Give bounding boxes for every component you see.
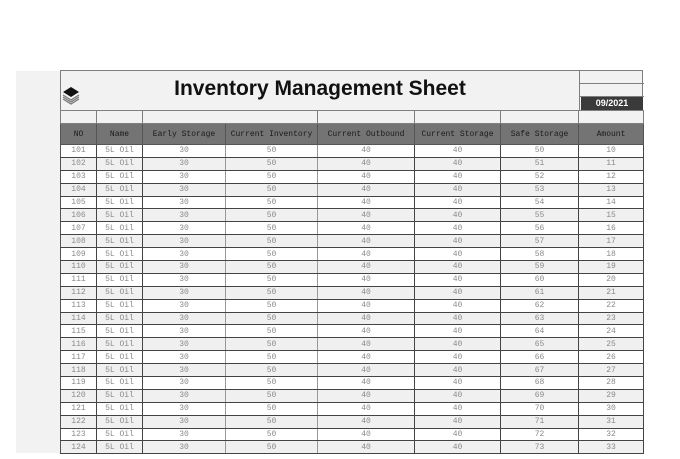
cell-amount[interactable]: 14: [579, 196, 644, 209]
cell-early-storage[interactable]: 30: [143, 299, 226, 312]
cell-current-inventory[interactable]: 50: [226, 338, 318, 351]
cell-no[interactable]: 123: [61, 428, 97, 441]
cell-amount[interactable]: 13: [579, 183, 644, 196]
cell-current-inventory[interactable]: 50: [226, 415, 318, 428]
cell-amount[interactable]: 33: [579, 441, 644, 454]
spacer-cell[interactable]: [61, 111, 97, 124]
cell-amount[interactable]: 18: [579, 248, 644, 261]
cell-current-inventory[interactable]: 50: [226, 441, 318, 454]
cell-current-inventory[interactable]: 50: [226, 377, 318, 390]
cell-current-storage[interactable]: 40: [415, 248, 501, 261]
cell-early-storage[interactable]: 30: [143, 351, 226, 364]
cell-name[interactable]: 5L Oil: [97, 389, 143, 402]
cell-amount[interactable]: 10: [579, 145, 644, 158]
cell-current-inventory[interactable]: 50: [226, 261, 318, 274]
cell-name[interactable]: 5L Oil: [97, 286, 143, 299]
table-row: [61, 183, 644, 196]
cell-current-storage[interactable]: 40: [415, 389, 501, 402]
cell-current-inventory[interactable]: 50: [226, 157, 318, 170]
column-header-no[interactable]: NO: [61, 124, 97, 145]
cell-safe-storage[interactable]: 69: [501, 389, 579, 402]
cell-current-storage[interactable]: 40: [415, 196, 501, 209]
cell-current-outbound[interactable]: 40: [318, 261, 415, 274]
cell-amount[interactable]: 23: [579, 312, 644, 325]
spacer-cell[interactable]: [415, 111, 501, 124]
table-row: [61, 248, 644, 261]
table-row: [61, 428, 644, 441]
cell-safe-storage[interactable]: 53: [501, 183, 579, 196]
cell-early-storage[interactable]: 30: [143, 183, 226, 196]
cell-safe-storage[interactable]: 52: [501, 170, 579, 183]
cell-no[interactable]: 118: [61, 364, 97, 377]
cell-current-outbound[interactable]: 40: [318, 273, 415, 286]
table-row: [61, 157, 644, 170]
cell-name[interactable]: 5L Oil: [97, 222, 143, 235]
cell-current-storage[interactable]: 40: [415, 170, 501, 183]
date-badge[interactable]: 09/2021: [581, 97, 643, 110]
cell-no[interactable]: 107: [61, 222, 97, 235]
cell-no[interactable]: 112: [61, 286, 97, 299]
cell-early-storage[interactable]: 30: [143, 325, 226, 338]
cell-name[interactable]: 5L Oil: [97, 170, 143, 183]
cell-amount[interactable]: 32: [579, 428, 644, 441]
cell-current-storage[interactable]: 40: [415, 377, 501, 390]
cell-current-outbound[interactable]: 40: [318, 157, 415, 170]
cell-no[interactable]: 120: [61, 389, 97, 402]
cell-current-inventory[interactable]: 50: [226, 222, 318, 235]
cell-name[interactable]: 5L Oil: [97, 415, 143, 428]
cell-current-inventory[interactable]: 50: [226, 183, 318, 196]
cell-early-storage[interactable]: 30: [143, 196, 226, 209]
cell-name[interactable]: 5L Oil: [97, 248, 143, 261]
cell-safe-storage[interactable]: 67: [501, 364, 579, 377]
table-row: [61, 235, 644, 248]
cell-no[interactable]: 105: [61, 196, 97, 209]
cell-current-outbound[interactable]: 40: [318, 428, 415, 441]
cell-early-storage[interactable]: 30: [143, 389, 226, 402]
cell-current-outbound[interactable]: 40: [318, 196, 415, 209]
cell-current-inventory[interactable]: 50: [226, 364, 318, 377]
cell-amount[interactable]: 29: [579, 389, 644, 402]
cell-current-inventory[interactable]: 50: [226, 196, 318, 209]
cell-no[interactable]: 111: [61, 273, 97, 286]
cell-name[interactable]: 5L Oil: [97, 364, 143, 377]
cell-name[interactable]: 5L Oil: [97, 325, 143, 338]
cell-amount[interactable]: 16: [579, 222, 644, 235]
spacer-cell[interactable]: [143, 111, 318, 124]
cell-current-inventory[interactable]: 50: [226, 248, 318, 261]
cell-current-storage[interactable]: 40: [415, 312, 501, 325]
cell-current-outbound[interactable]: 40: [318, 222, 415, 235]
table-row: [61, 196, 644, 209]
cell-no[interactable]: 122: [61, 415, 97, 428]
column-header-name[interactable]: Name: [97, 124, 143, 145]
cell-name[interactable]: 5L Oil: [97, 312, 143, 325]
cell-current-inventory[interactable]: 50: [226, 402, 318, 415]
table-row: [61, 441, 644, 454]
cell-name[interactable]: 5L Oil: [97, 299, 143, 312]
cell-safe-storage[interactable]: 56: [501, 222, 579, 235]
table-row: [61, 402, 644, 415]
cell-current-outbound[interactable]: 40: [318, 441, 415, 454]
cell-name[interactable]: 5L Oil: [97, 261, 143, 274]
column-header-current-outbound[interactable]: Current Outbound: [318, 124, 415, 145]
cell-safe-storage[interactable]: 73: [501, 441, 579, 454]
cell-no[interactable]: 113: [61, 299, 97, 312]
sheet-left-margin: [16, 71, 60, 453]
table-row: [61, 170, 644, 183]
spacer-cell[interactable]: [501, 111, 579, 124]
cell-safe-storage[interactable]: 70: [501, 402, 579, 415]
cell-no[interactable]: 103: [61, 170, 97, 183]
cell-safe-storage[interactable]: 63: [501, 312, 579, 325]
cell-no[interactable]: 119: [61, 377, 97, 390]
cell-safe-storage[interactable]: 65: [501, 338, 579, 351]
cell-safe-storage[interactable]: 66: [501, 351, 579, 364]
spacer-cell[interactable]: [579, 111, 644, 124]
table-row: [61, 325, 644, 338]
cell-current-inventory[interactable]: 50: [226, 286, 318, 299]
cell-current-storage[interactable]: 40: [415, 428, 501, 441]
cell-current-storage[interactable]: 40: [415, 338, 501, 351]
cell-current-storage[interactable]: 40: [415, 286, 501, 299]
cell-name[interactable]: 5L Oil: [97, 428, 143, 441]
cell-current-inventory[interactable]: 50: [226, 170, 318, 183]
cell-current-outbound[interactable]: 40: [318, 351, 415, 364]
cell-current-outbound[interactable]: 40: [318, 170, 415, 183]
cell-current-storage[interactable]: 40: [415, 157, 501, 170]
title-row: [60, 70, 643, 110]
cell-name[interactable]: 5L Oil: [97, 183, 143, 196]
cell-amount[interactable]: 19: [579, 261, 644, 274]
inventory-sheet: [60, 70, 643, 454]
cell-current-storage[interactable]: 40: [415, 441, 501, 454]
cell-amount[interactable]: 24: [579, 325, 644, 338]
cell-current-outbound[interactable]: 40: [318, 338, 415, 351]
cell-current-storage[interactable]: 40: [415, 183, 501, 196]
column-header-safe-storage[interactable]: Safe Storage: [501, 124, 579, 145]
cell-current-outbound[interactable]: 40: [318, 299, 415, 312]
cell-current-inventory[interactable]: 50: [226, 145, 318, 158]
cell-safe-storage[interactable]: 50: [501, 145, 579, 158]
cell-no[interactable]: 114: [61, 312, 97, 325]
column-header-amount[interactable]: Amount: [579, 124, 644, 145]
cell-current-outbound[interactable]: 40: [318, 415, 415, 428]
cell-early-storage[interactable]: 30: [143, 261, 226, 274]
cell-current-outbound[interactable]: 40: [318, 325, 415, 338]
cell-early-storage[interactable]: 30: [143, 209, 226, 222]
spacer-cell[interactable]: [318, 111, 415, 124]
cell-early-storage[interactable]: 30: [143, 222, 226, 235]
cell-amount[interactable]: 30: [579, 402, 644, 415]
cell-current-inventory[interactable]: 50: [226, 299, 318, 312]
cell-safe-storage[interactable]: 58: [501, 248, 579, 261]
date-column: [579, 71, 644, 111]
cell-early-storage[interactable]: 30: [143, 402, 226, 415]
table-row: [61, 286, 644, 299]
cell-name[interactable]: 5L Oil: [97, 377, 143, 390]
cell-early-storage[interactable]: 30: [143, 415, 226, 428]
cell-current-outbound[interactable]: 40: [318, 145, 415, 158]
cell-amount[interactable]: 20: [579, 273, 644, 286]
cell-current-outbound[interactable]: 40: [318, 402, 415, 415]
cell-current-storage[interactable]: 40: [415, 415, 501, 428]
cell-current-outbound[interactable]: 40: [318, 248, 415, 261]
cell-amount[interactable]: 26: [579, 351, 644, 364]
cell-no[interactable]: 124: [61, 441, 97, 454]
cell-early-storage[interactable]: 30: [143, 428, 226, 441]
cell-early-storage[interactable]: 30: [143, 145, 226, 158]
cell-early-storage[interactable]: 30: [143, 170, 226, 183]
cell-early-storage[interactable]: 30: [143, 312, 226, 325]
cell-safe-storage[interactable]: 55: [501, 209, 579, 222]
cell-current-inventory[interactable]: 50: [226, 235, 318, 248]
table-row: [61, 338, 644, 351]
cell-current-storage[interactable]: 40: [415, 299, 501, 312]
cell-amount[interactable]: 25: [579, 338, 644, 351]
table-row: [61, 299, 644, 312]
column-header-early-storage[interactable]: Early Storage: [143, 124, 226, 145]
table-row: [61, 222, 644, 235]
cell-current-inventory[interactable]: 50: [226, 351, 318, 364]
cell-current-storage[interactable]: 40: [415, 325, 501, 338]
cell-name[interactable]: 5L Oil: [97, 351, 143, 364]
cell-amount[interactable]: 12: [579, 170, 644, 183]
cell-current-outbound[interactable]: 40: [318, 364, 415, 377]
cell-current-outbound[interactable]: 40: [318, 209, 415, 222]
column-header-current-storage[interactable]: Current Storage: [415, 124, 501, 145]
column-header-current-inventory[interactable]: Current Inventory: [226, 124, 318, 145]
page-title: Inventory Management Sheet: [174, 77, 466, 100]
cell-name[interactable]: 5L Oil: [97, 145, 143, 158]
spacer-cell[interactable]: [97, 111, 143, 124]
cell-safe-storage[interactable]: 71: [501, 415, 579, 428]
cell-name[interactable]: 5L Oil: [97, 157, 143, 170]
table-row: [61, 312, 644, 325]
cell-early-storage[interactable]: 30: [143, 157, 226, 170]
cell-safe-storage[interactable]: 62: [501, 299, 579, 312]
table-row: [61, 415, 644, 428]
cell-early-storage[interactable]: 30: [143, 338, 226, 351]
cell-early-storage[interactable]: 30: [143, 441, 226, 454]
cell-early-storage[interactable]: 30: [143, 364, 226, 377]
cell-no[interactable]: 106: [61, 209, 97, 222]
cell-name[interactable]: 5L Oil: [97, 402, 143, 415]
cell-amount[interactable]: 28: [579, 377, 644, 390]
cell-current-outbound[interactable]: 40: [318, 389, 415, 402]
cell-current-storage[interactable]: 40: [415, 235, 501, 248]
spacer-row: [61, 111, 644, 124]
cell-current-storage[interactable]: 40: [415, 261, 501, 274]
cell-safe-storage[interactable]: 59: [501, 261, 579, 274]
table-row: [61, 209, 644, 222]
cell-early-storage[interactable]: 30: [143, 286, 226, 299]
cell-safe-storage[interactable]: 51: [501, 157, 579, 170]
cell-name[interactable]: 5L Oil: [97, 209, 143, 222]
cell-current-outbound[interactable]: 40: [318, 183, 415, 196]
cell-no[interactable]: 101: [61, 145, 97, 158]
cell-current-outbound[interactable]: 40: [318, 235, 415, 248]
cell-early-storage[interactable]: 30: [143, 248, 226, 261]
cell-current-storage[interactable]: 40: [415, 273, 501, 286]
table-row: [61, 145, 644, 158]
cell-name[interactable]: 5L Oil: [97, 338, 143, 351]
cell-current-outbound[interactable]: 40: [318, 312, 415, 325]
cell-current-inventory[interactable]: 50: [226, 428, 318, 441]
cell-no[interactable]: 102: [61, 157, 97, 170]
cell-no[interactable]: 117: [61, 351, 97, 364]
table-row: [61, 261, 644, 274]
cell-safe-storage[interactable]: 72: [501, 428, 579, 441]
header-row: [61, 124, 644, 145]
table-row: [61, 364, 644, 377]
cell-current-inventory[interactable]: 50: [226, 209, 318, 222]
cell-current-storage[interactable]: 40: [415, 222, 501, 235]
cell-safe-storage[interactable]: 64: [501, 325, 579, 338]
cell-amount[interactable]: 11: [579, 157, 644, 170]
cell-amount[interactable]: 22: [579, 299, 644, 312]
cell-safe-storage[interactable]: 57: [501, 235, 579, 248]
cell-no[interactable]: 115: [61, 325, 97, 338]
cell-safe-storage[interactable]: 61: [501, 286, 579, 299]
cell-no[interactable]: 108: [61, 235, 97, 248]
cell-current-storage[interactable]: 40: [415, 145, 501, 158]
cell-current-storage[interactable]: 40: [415, 351, 501, 364]
cell-no[interactable]: 116: [61, 338, 97, 351]
cell-current-inventory[interactable]: 50: [226, 273, 318, 286]
cell-current-outbound[interactable]: 40: [318, 286, 415, 299]
cell-safe-storage[interactable]: 54: [501, 196, 579, 209]
cell-current-inventory[interactable]: 50: [226, 389, 318, 402]
cell-amount[interactable]: 17: [579, 235, 644, 248]
cell-amount[interactable]: 21: [579, 286, 644, 299]
cell-name[interactable]: 5L Oil: [97, 196, 143, 209]
cell-safe-storage[interactable]: 68: [501, 377, 579, 390]
cell-current-inventory[interactable]: 50: [226, 325, 318, 338]
table-row: [61, 273, 644, 286]
cell-early-storage[interactable]: 30: [143, 273, 226, 286]
cell-safe-storage[interactable]: 60: [501, 273, 579, 286]
cell-no[interactable]: 104: [61, 183, 97, 196]
cell-name[interactable]: 5L Oil: [97, 441, 143, 454]
cell-current-outbound[interactable]: 40: [318, 377, 415, 390]
cell-amount[interactable]: 27: [579, 364, 644, 377]
cell-current-inventory[interactable]: 50: [226, 312, 318, 325]
table-row: [61, 377, 644, 390]
cell-current-storage[interactable]: 40: [415, 364, 501, 377]
table-row: [61, 351, 644, 364]
cell-early-storage[interactable]: 30: [143, 377, 226, 390]
cell-no[interactable]: 121: [61, 402, 97, 415]
cell-no[interactable]: 109: [61, 248, 97, 261]
cell-amount[interactable]: 15: [579, 209, 644, 222]
cell-current-storage[interactable]: 40: [415, 402, 501, 415]
cell-name[interactable]: 5L Oil: [97, 273, 143, 286]
cell-no[interactable]: 110: [61, 261, 97, 274]
table-row: [61, 389, 644, 402]
cell-current-storage[interactable]: 40: [415, 209, 501, 222]
cell-name[interactable]: 5L Oil: [97, 235, 143, 248]
inventory-table: [60, 110, 644, 454]
cell-early-storage[interactable]: 30: [143, 235, 226, 248]
cell-amount[interactable]: 31: [579, 415, 644, 428]
